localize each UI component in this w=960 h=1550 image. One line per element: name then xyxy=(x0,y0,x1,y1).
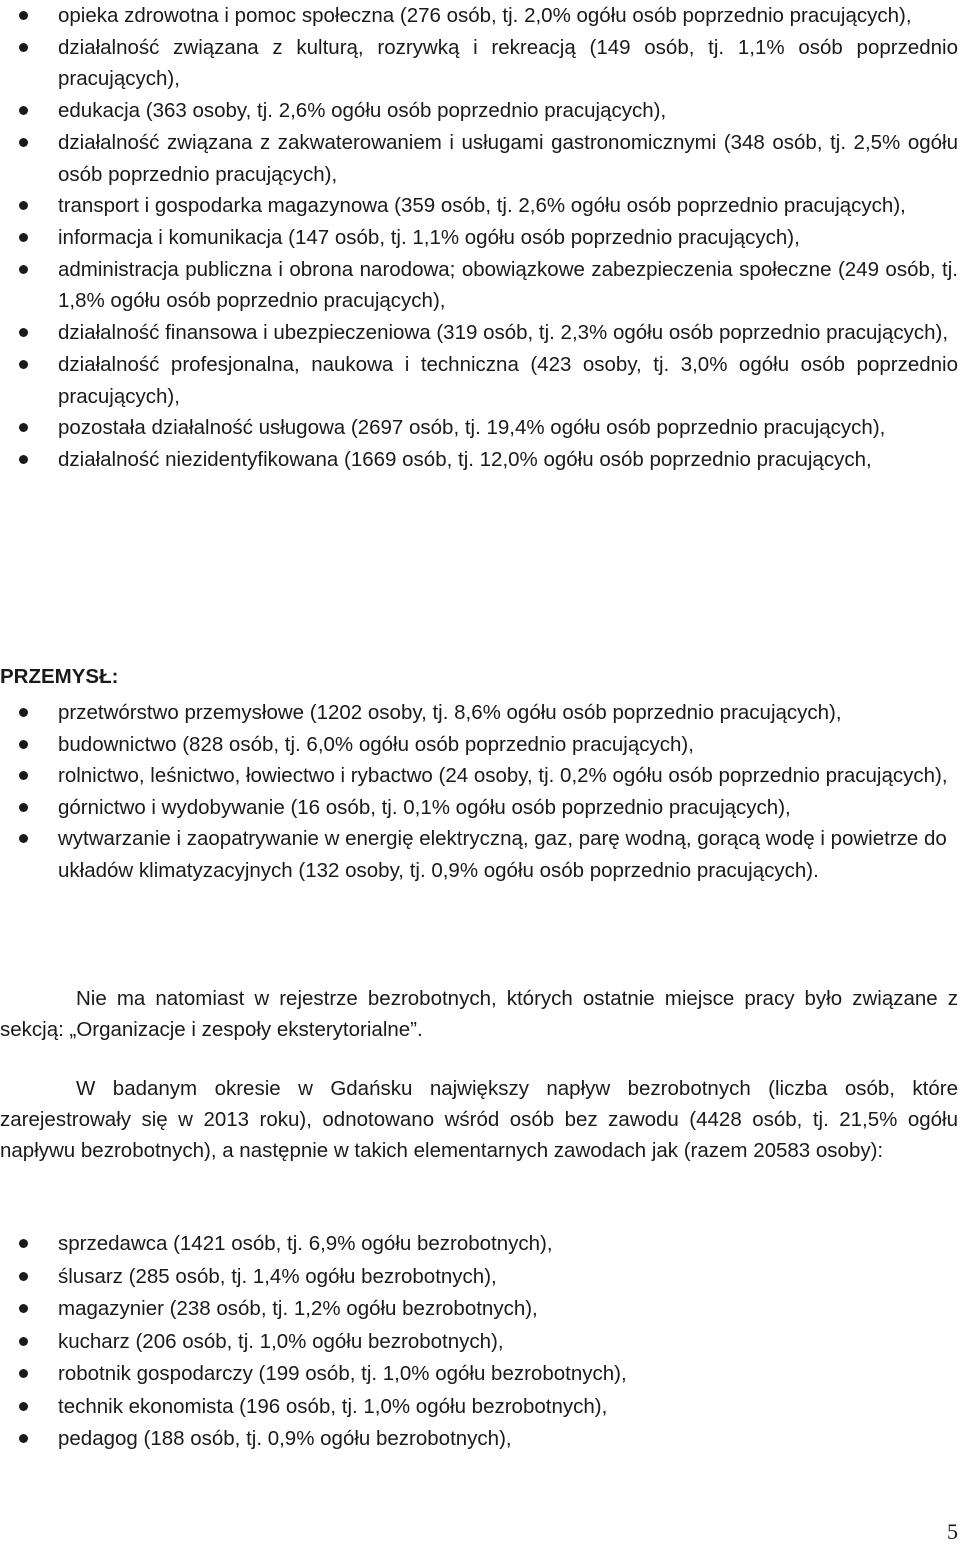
list-item: transport i gospodarka magazynowa (359 osób, tj. 2,6% ogółu osób poprzednio pracujących), xyxy=(0,190,960,222)
sector-list xyxy=(0,0,960,476)
list-item: sprzedawca (1421 osób, tj. 6,9% ogółu bezrobotnych), xyxy=(0,1228,960,1261)
list-item: informacja i komunikacja (147 osób, tj. 1,1% ogółu osób poprzednio pracujących), xyxy=(0,222,960,254)
list-item: edukacja (363 osoby, tj. 2,6% ogółu osób poprzednio pracujących), xyxy=(0,95,960,127)
body-paragraph: W badanym okresie w Gdańsku największy napływ bezrobotnych (liczba osób, które zarejestrowały się w 2013 roku), odnotowano wśród osób bez zawodu (4428 osób, tj. 21,5% ogółu napływu bezrobotnych), a następnie w takich elementarnych zawodach jak (razem 20583 osoby): xyxy=(0,1077,958,1162)
list-item: administracja publiczna i obrona narodowa; obowiązkowe zabezpieczenia społeczne (249 osób, tj. 1,8% ogółu osób poprzednio pracujących), xyxy=(0,254,960,317)
list-item: przetwórstwo przemysłowe (1202 osoby, tj. 8,6% ogółu osób poprzednio pracujących), xyxy=(0,697,960,729)
page-number: 5 xyxy=(947,1519,958,1544)
list-item: górnictwo i wydobywanie (16 osób, tj. 0,1% ogółu osób poprzednio pracujących), xyxy=(0,792,960,824)
list-item: działalność profesjonalna, naukowa i techniczna (423 osoby, tj. 3,0% ogółu osób poprzednio pracujących), xyxy=(0,349,960,412)
list-item: wytwarzanie i zaopatrywanie w energię elektryczną, gaz, parę wodną, gorącą wodę i powietrze do układów klimatyzacyjnych (132 osoby, tj. 0,9% ogółu osób poprzednio pracujących). xyxy=(0,823,960,886)
list-item: ślusarz (285 osób, tj. 1,4% ogółu bezrobotnych), xyxy=(0,1261,960,1294)
list-item: pedagog (188 osób, tj. 0,9% ogółu bezrobotnych), xyxy=(0,1423,960,1456)
list-item: technik ekonomista (196 osób, tj. 1,0% ogółu bezrobotnych), xyxy=(0,1391,960,1424)
list-item: działalność związana z zakwaterowaniem i usługami gastronomicznymi (348 osób, tj. 2,5% ogółu osób poprzednio pracujących), xyxy=(0,127,960,190)
list-item: robotnik gospodarczy (199 osób, tj. 1,0% ogółu bezrobotnych), xyxy=(0,1358,960,1391)
list-item: opieka zdrowotna i pomoc społeczna (276 osób, tj. 2,0% ogółu osób poprzednio pracujących), xyxy=(0,0,960,32)
body-paragraph: Nie ma natomiast w rejestrze bezrobotnych, których ostatnie miejsce pracy było związane z sekcją: „Organizacje i zespoły eksterytorialne”. xyxy=(0,987,958,1041)
list-item: pozostała działalność usługowa (2697 osób, tj. 19,4% ogółu osób poprzednio pracujących), xyxy=(0,412,960,444)
list-item: działalność związana z kulturą, rozrywką i rekreacją (149 osób, tj. 1,1% osób poprzednio pracujących), xyxy=(0,32,960,95)
list-item: magazynier (238 osób, tj. 1,2% ogółu bezrobotnych), xyxy=(0,1293,960,1326)
occupation-list xyxy=(0,1228,960,1456)
list-item: rolnictwo, leśnictwo, łowiectwo i rybactwo (24 osoby, tj. 0,2% ogółu osób poprzednio pracujących), xyxy=(0,760,960,792)
list-item: kucharz (206 osób, tj. 1,0% ogółu bezrobotnych), xyxy=(0,1326,960,1359)
list-item: budownictwo (828 osób, tj. 6,0% ogółu osób poprzednio pracujących), xyxy=(0,729,960,761)
section-heading-industry: PRZEMYSŁ: xyxy=(0,665,119,688)
industry-list xyxy=(0,697,960,887)
list-item: działalność finansowa i ubezpieczeniowa (319 osób, tj. 2,3% ogółu osób poprzednio pracujących), xyxy=(0,317,960,349)
list-item: działalność niezidentyfikowana (1669 osób, tj. 12,0% ogółu osób poprzednio pracujących, xyxy=(0,444,960,476)
